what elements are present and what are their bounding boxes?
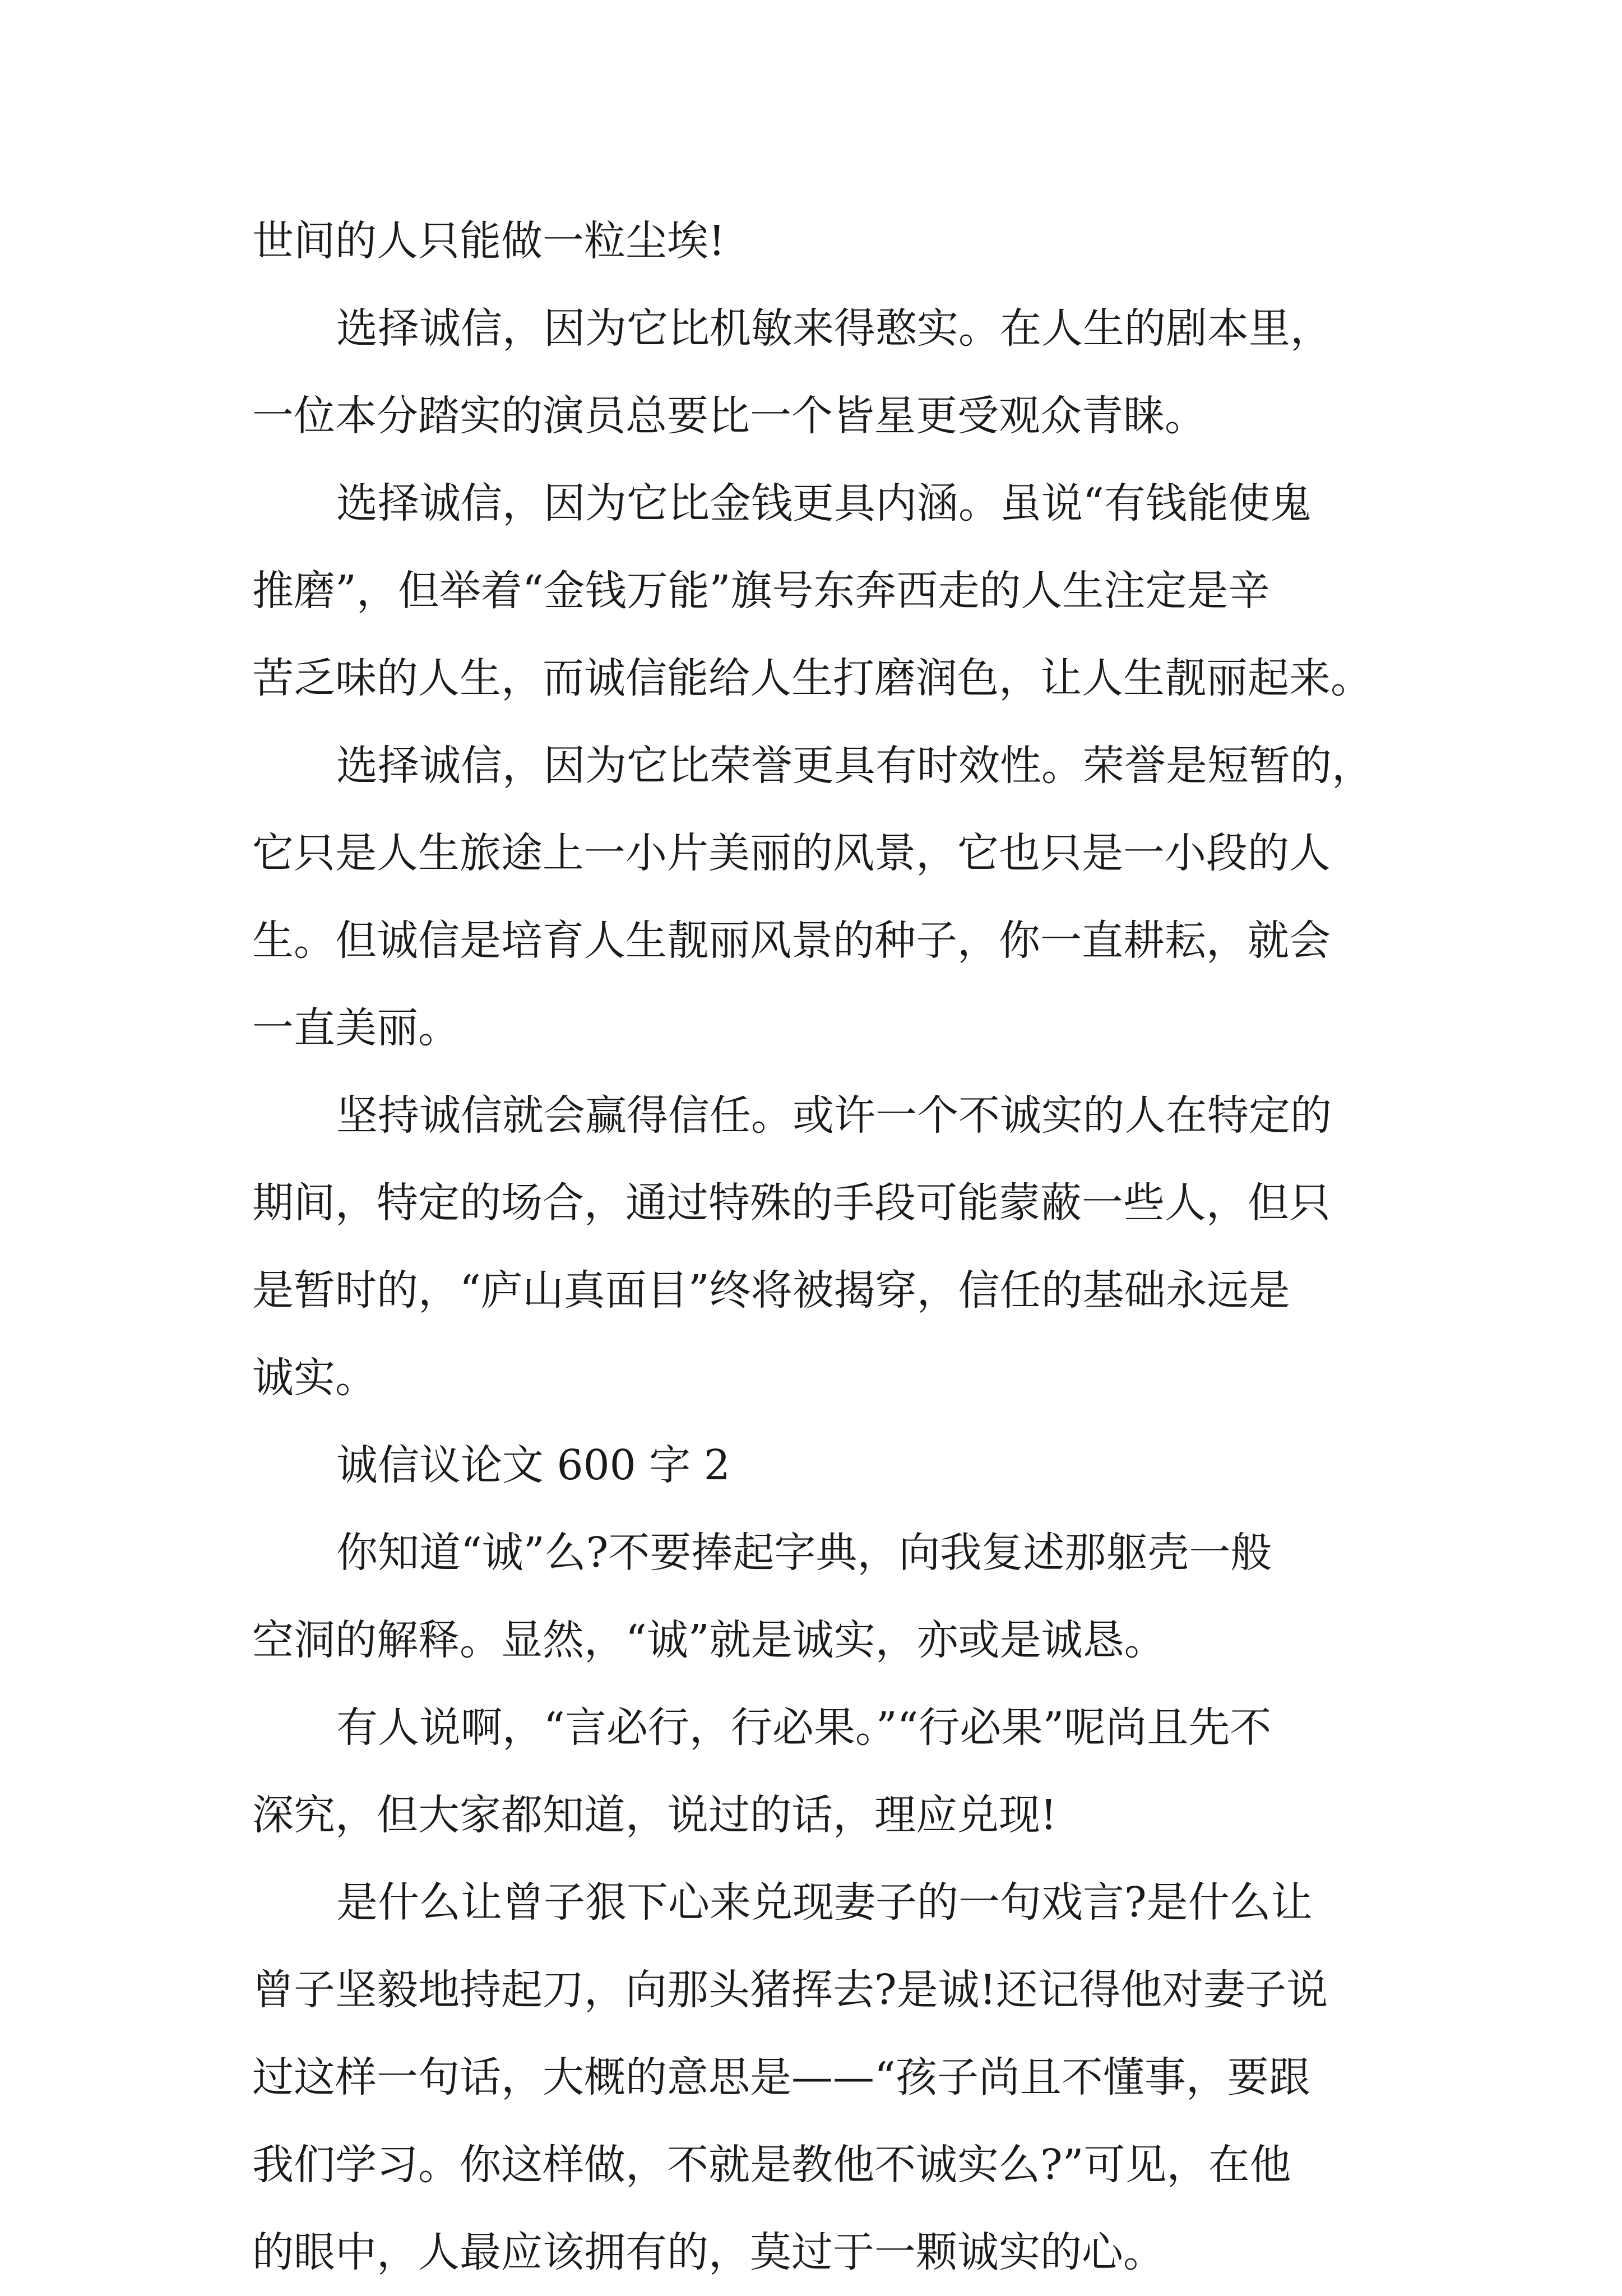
text-line: 有人说啊，“言必行，行必果。”“行必果”呢尚且先不 (336, 1704, 1272, 1752)
text-line: 我们学习。你这样做，不就是教他不诚实么?”可见，在他 (252, 2141, 1291, 2189)
text-line: 深究，但大家都知道，说过的话，理应兑现! (252, 1791, 1057, 1839)
text-line: 选择诚信，因为它比机敏来得憨实。在人生的剧本里， (336, 304, 1332, 353)
document-body (252, 197, 1396, 2296)
text-line: 你知道“诚”么?不要捧起字典，向我复述那躯壳一般 (336, 1529, 1272, 1577)
text-line: 一位本分踏实的演员总要比一个皆星更受观众青睐。 (252, 392, 1206, 440)
text-line: 诚实。 (252, 1354, 377, 1402)
text-line: 期间，特定的场合，通过特殊的手段可能蒙蔽一些人，但只 (252, 1179, 1331, 1227)
text-line: 是暂时的，“庐山真面目”终将被揭穿，信任的基础永远是 (252, 1266, 1290, 1314)
text-line: 一直美丽。 (252, 1004, 460, 1052)
text-line: 生。但诚信是培育人生靓丽风景的种子，你一直耕耘，就会 (252, 916, 1331, 965)
text-line: 是什么让曾子狠下心来兑现妻子的一句戏言?是什么让 (336, 1878, 1313, 1927)
text-line: 曾子坚毅地持起刀，向那头猪挥去?是诚!还记得他对妻子说 (252, 1966, 1328, 2014)
text-line: 的眼中，人最应该拥有的，莫过于一颗诚实的心。 (252, 2228, 1165, 2276)
text-line: 过这样一句话，大概的意思是——“孩子尚且不懂事，要跟 (252, 2053, 1310, 2101)
text-line: 选择诚信，因为它比荣誉更具有时效性。荣誉是短暂的， (336, 742, 1373, 790)
text-line: 苦乏味的人生，而诚信能给人生打磨润色，让人生靓丽起来。 (252, 654, 1372, 702)
text-line: 推磨”，但举着“金钱万能”旗号东奔西走的人生注定是辛 (252, 567, 1270, 615)
text-line: 坚持诚信就会赢得信任。或许一个不诚实的人在特定的 (336, 1091, 1332, 1140)
text-line: 它只是人生旅途上一小片美丽的风景，它也只是一小段的人 (252, 829, 1331, 877)
text-line: 诚信议论文 600 字 2 (336, 1441, 730, 1489)
text-line: 选择诚信，因为它比金钱更具内涵。虽说“有钱能使鬼 (336, 479, 1311, 527)
text-line: 空洞的解释。显然，“诚”就是诚实，亦或是诚恳。 (252, 1616, 1166, 1664)
text-line: 世间的人只能做一粒尘埃! (252, 217, 725, 265)
